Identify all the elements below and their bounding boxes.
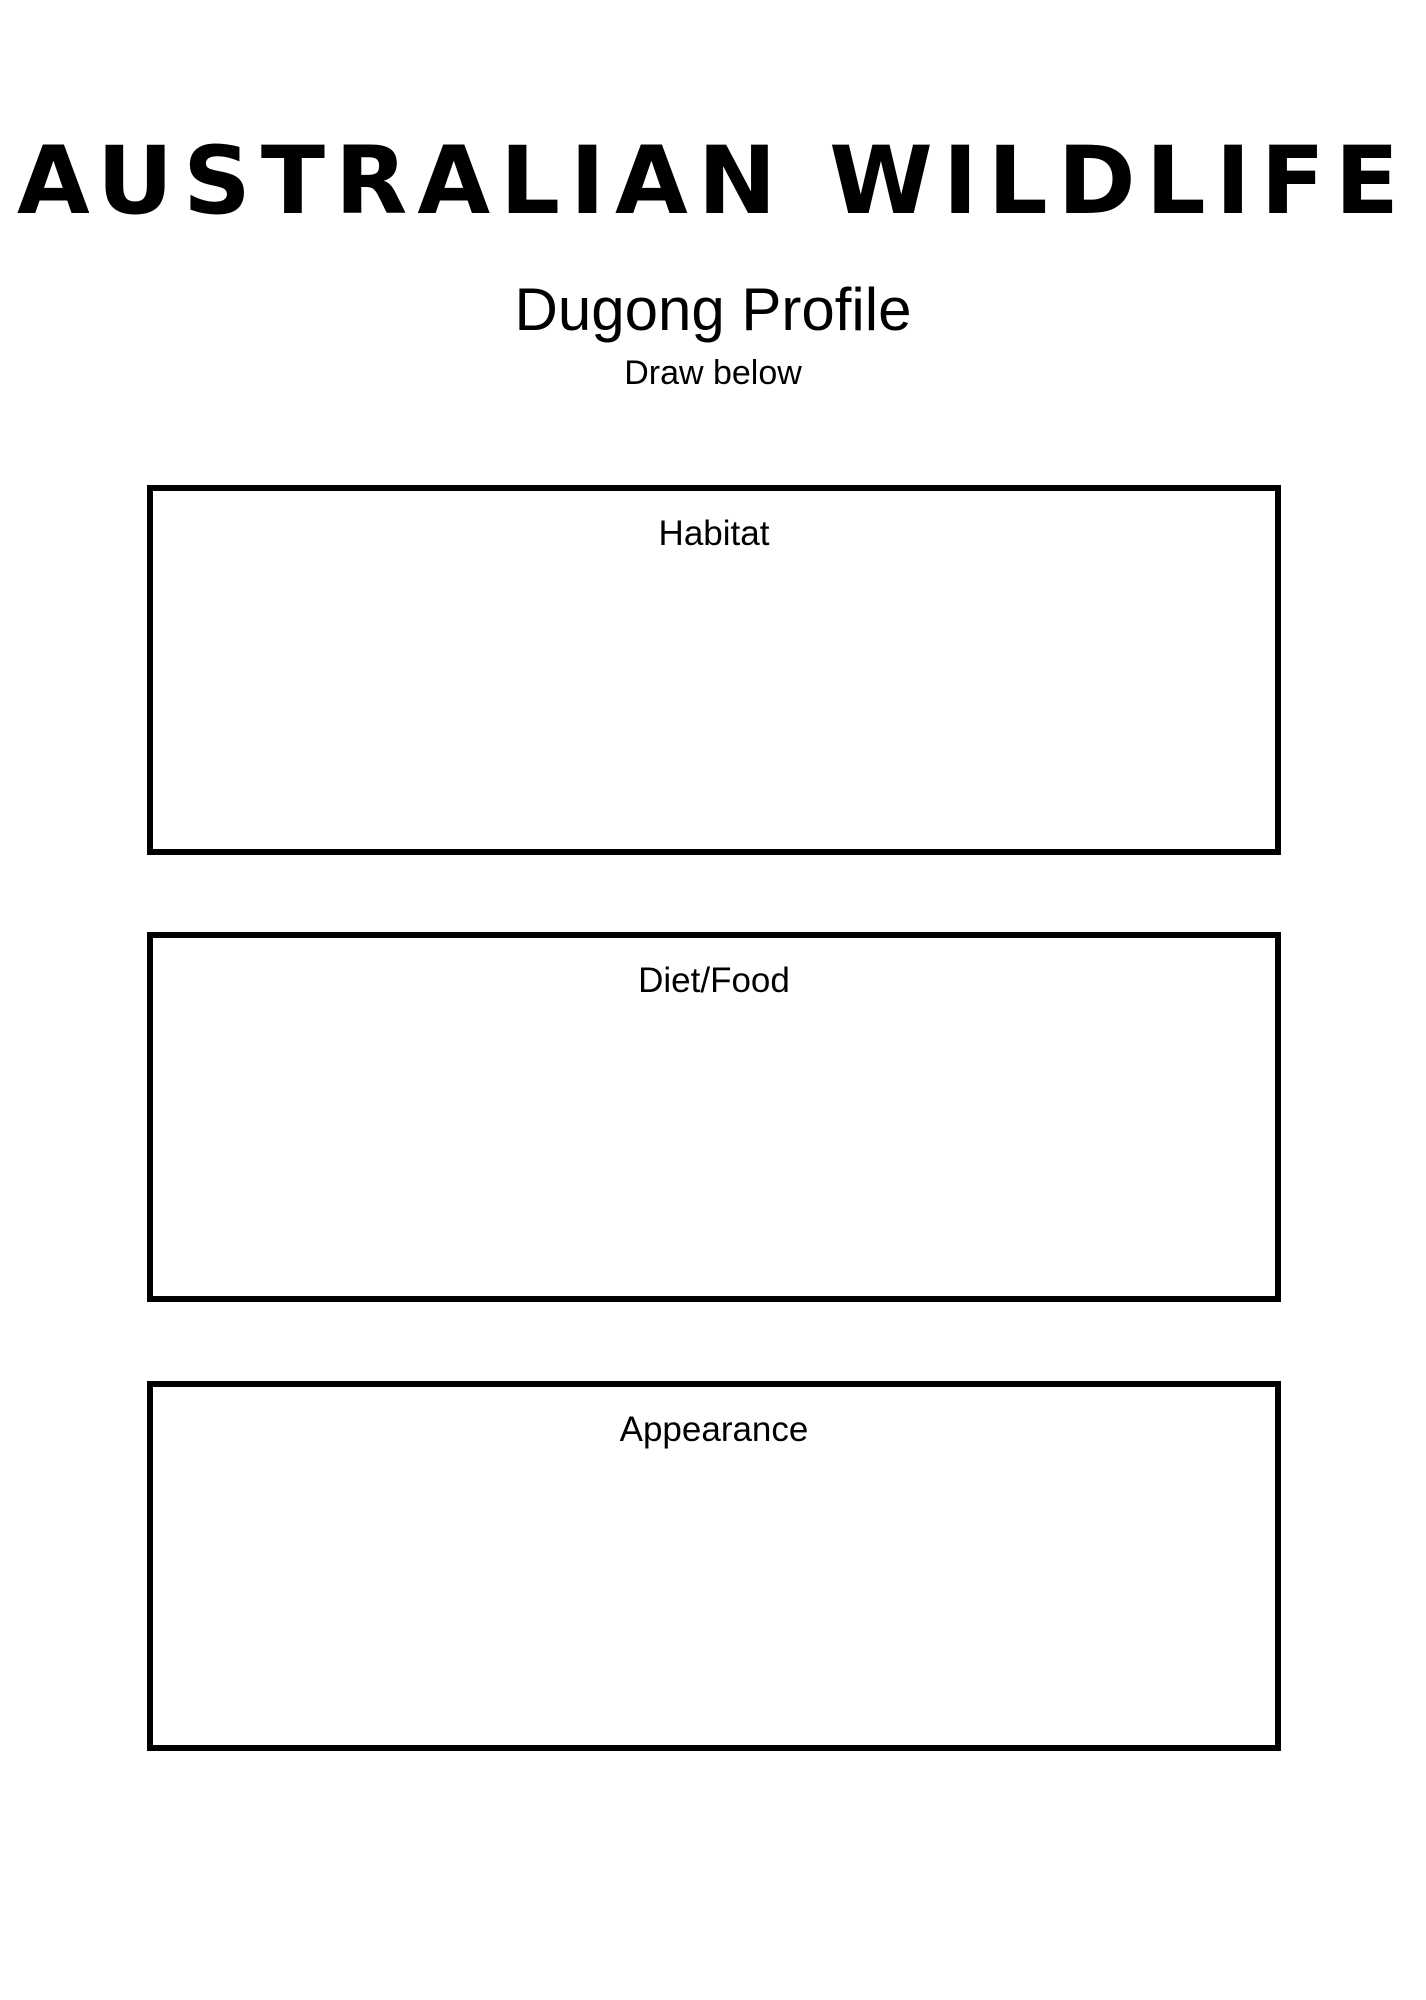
habitat-drawing-box[interactable] <box>147 485 1281 855</box>
diet-food-drawing-box[interactable] <box>147 932 1281 1302</box>
draw-instruction: Draw below <box>624 354 802 392</box>
appearance-label: Appearance <box>619 1410 809 1449</box>
diet-food-label: Diet/Food <box>638 961 790 1000</box>
worksheet-title: AUSTRALIAN WILDLIFE <box>16 127 1410 236</box>
habitat-label: Habitat <box>658 514 770 553</box>
appearance-drawing-box[interactable] <box>147 1381 1281 1751</box>
profile-subtitle: Dugong Profile <box>514 276 912 343</box>
